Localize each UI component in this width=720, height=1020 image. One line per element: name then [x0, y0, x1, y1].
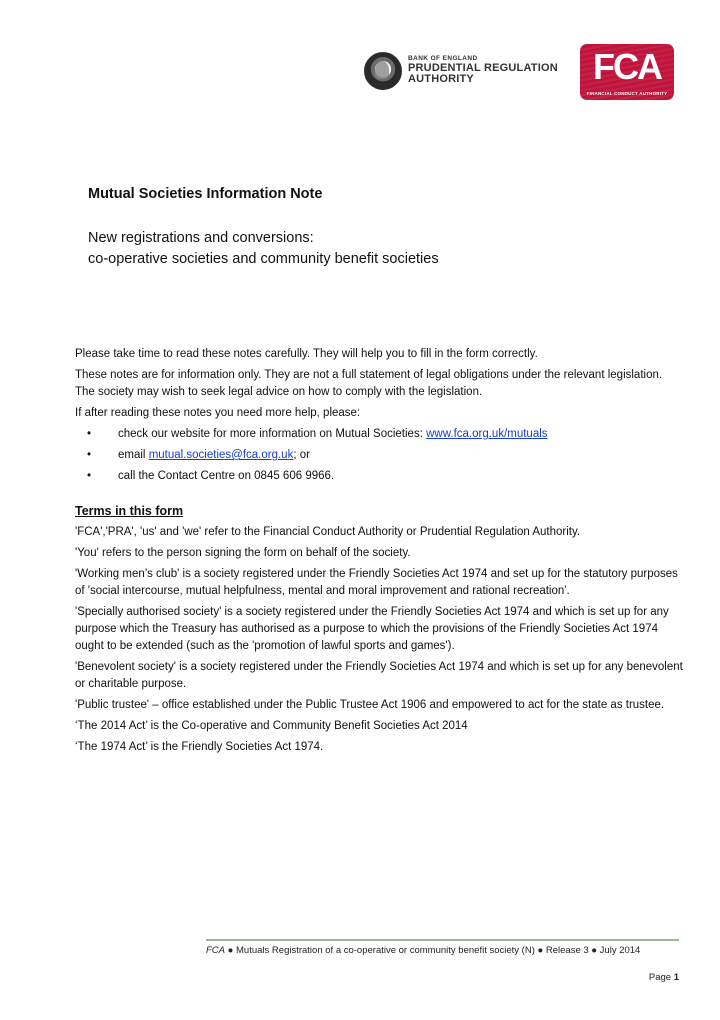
title-block: [88, 186, 439, 270]
document-title: Mutual Societies Information Note: [88, 186, 323, 202]
help-item-suffix: ; or: [293, 449, 310, 461]
email-link[interactable]: mutual.societies@fca.org.uk: [148, 449, 294, 461]
footer-description: ● Mutuals Registration of a co-operative or community benefit society (N) ● Release 3 ● July 2014: [225, 945, 641, 956]
page-label: Page: [648, 972, 674, 983]
boe-line3: AUTHORITY: [408, 73, 474, 86]
footer-org: FCA: [206, 945, 225, 956]
terms-section: [75, 503, 685, 760]
bank-of-england-seal-icon: [364, 52, 402, 90]
intro-paragraph-2: These notes are for information only. They are not a full statement of legal obligations under the relevant legislation. The society may wish to seek legal advice on how to comply with the legislation.: [75, 369, 663, 398]
intro-section: [75, 346, 675, 489]
help-item-email: [75, 447, 675, 464]
term-definition: 'You' refers to the person signing the form on behalf of the society.: [75, 547, 411, 559]
bullet-icon: •: [87, 428, 92, 440]
page-number: [649, 972, 679, 983]
fca-logo: [580, 44, 674, 100]
term-definition: 'Working men’s club' is a society registered under the Friendly Societies Act 1974 and set up for the statutory purposes of 'social intercourse, mutual helpfulness, mental and moral improvement and rational recreation'.: [75, 568, 678, 597]
help-item-text: check our website for more information on Mutual Societies:: [118, 428, 427, 440]
help-item-text: call the Contact Centre on 0845 606 9966.: [118, 470, 335, 482]
pra-logo: [364, 52, 558, 90]
footer-divider: [206, 939, 679, 941]
bullet-icon: •: [87, 449, 92, 461]
subtitle-line-1: New registrations and conversions:: [88, 230, 314, 246]
boe-line1: BANK OF ENGLAND: [408, 55, 478, 63]
header-logos: [364, 44, 674, 104]
intro-paragraph-1: Please take time to read these notes carefully. They will help you to fill in the form correctly.: [75, 348, 538, 360]
boe-line2: PRUDENTIAL REGULATION: [408, 61, 558, 74]
help-item-website: [75, 426, 675, 443]
help-item-text: email: [118, 449, 149, 461]
term-definition: 'Benevolent society' is a society registered under the Friendly Societies Act 1974 and which is set up for any benevolent or charitable purpose.: [75, 661, 683, 690]
fca-logo-letters: FCA: [593, 46, 661, 87]
subtitle-line-2: co-operative societies and community benefit societies: [88, 251, 439, 267]
pra-logo-text: [408, 56, 558, 86]
document-subtitle: [88, 228, 439, 270]
page-number-value: 1: [673, 972, 679, 983]
term-definition: 'Public trustee' – office established under the Public Trustee Act 1906 and empowered to act for the state as trustee.: [75, 699, 665, 711]
help-list: [75, 426, 675, 485]
help-item-phone: [75, 468, 675, 485]
term-definition: 'FCA','PRA', 'us' and 'we' refer to the Financial Conduct Authority or Prudential Regulation Authority.: [75, 526, 581, 538]
term-definition: ‘The 2014 Act’ is the Co-operative and Community Benefit Societies Act 2014: [75, 720, 468, 732]
footer-text: [206, 945, 640, 956]
term-definition: ‘The 1974 Act’ is the Friendly Societies Act 1974.: [75, 741, 324, 753]
fca-logo-subtitle: FINANCIAL CONDUCT AUTHORITY: [586, 91, 668, 96]
term-definition: 'Specially authorised society' is a society registered under the Friendly Societies Act 1974 and which is set up for any purpose which the Treasury has authorised as a purpose to which the provisions of the Friendly Societies Act 1974 ought to be extended (such as the 'promotion of lawful sports and games').: [75, 606, 669, 652]
intro-paragraph-3: If after reading these notes you need more help, please:: [75, 407, 361, 419]
terms-heading: Terms in this form: [75, 504, 184, 518]
website-link[interactable]: www.fca.org.uk/mutuals: [426, 428, 548, 440]
bullet-icon: •: [87, 470, 92, 482]
